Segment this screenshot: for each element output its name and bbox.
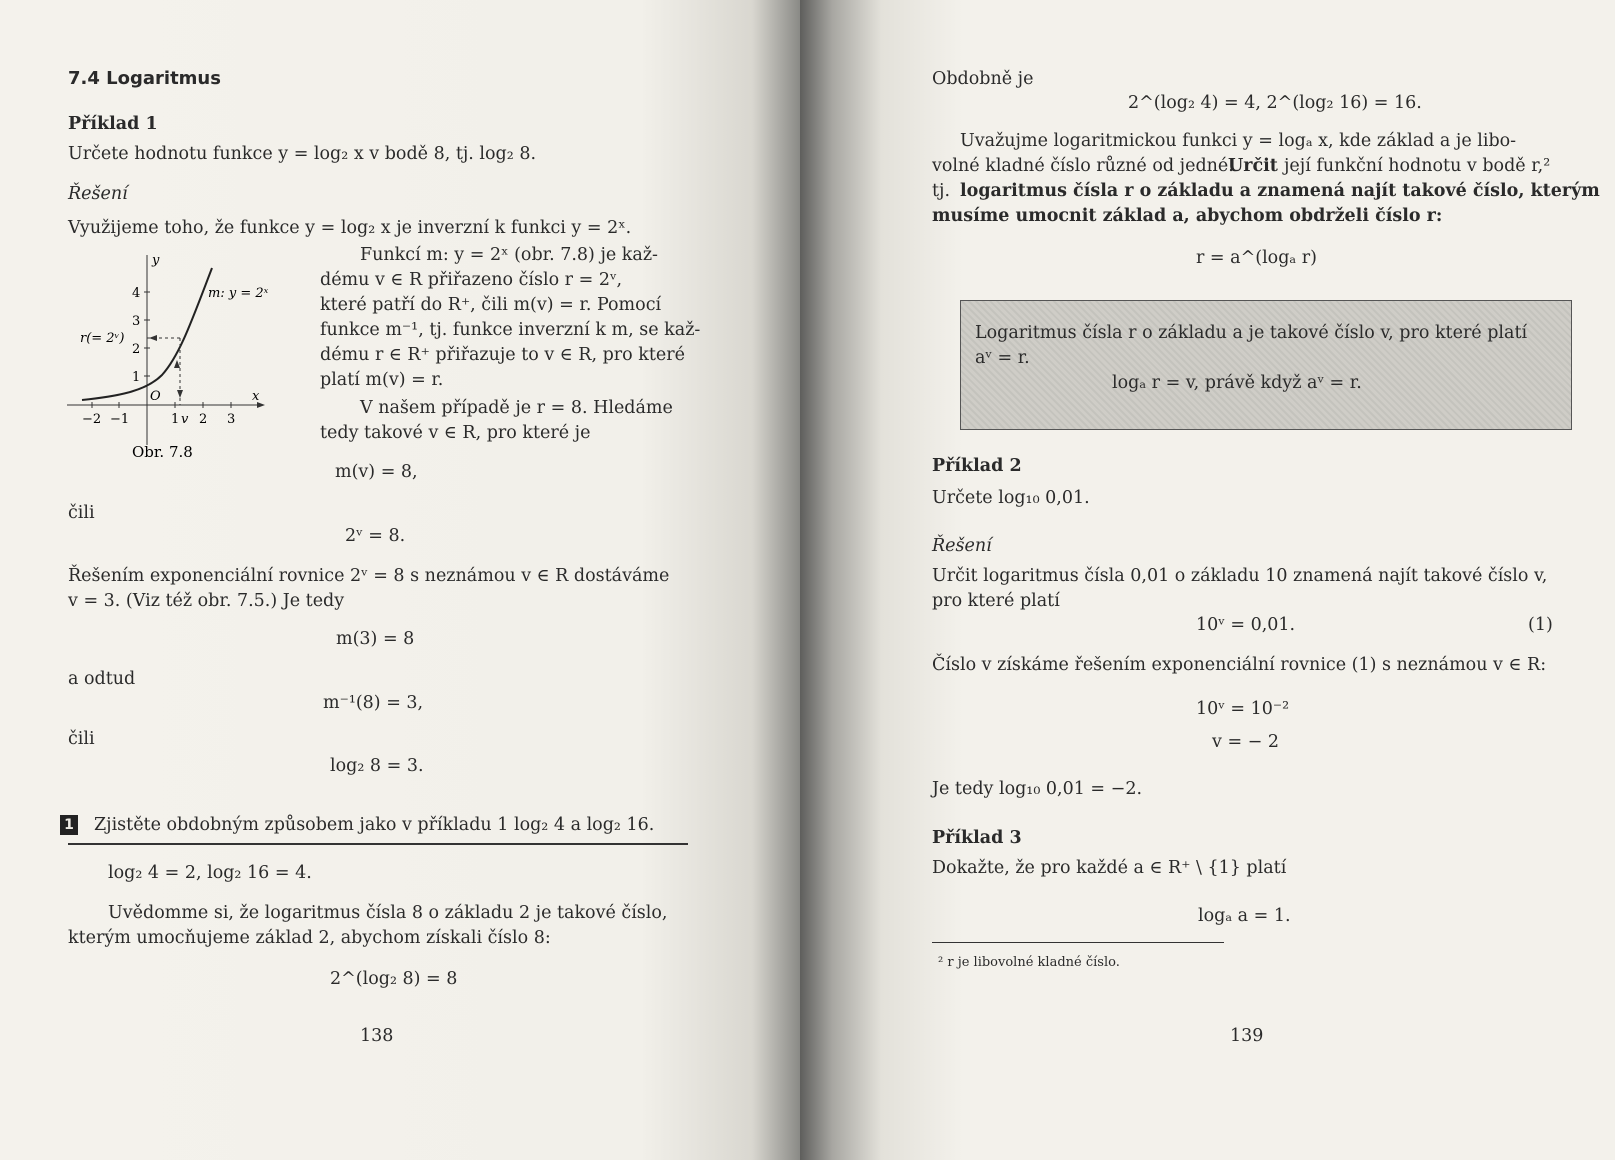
solution-label: Řešení xyxy=(68,184,128,204)
je-tedy: Je tedy log₁₀ 0,01 = −2. xyxy=(932,779,1143,799)
wrap-line-7: V našem případě je r = 8. Hledáme xyxy=(360,398,673,418)
x-tick-1: 1 xyxy=(171,412,180,427)
equation-3: v = − 2 xyxy=(1212,732,1280,752)
equation-r: r = a^(logₐ r) xyxy=(1196,248,1317,268)
example-3-title: Příklad 3 xyxy=(932,828,1022,848)
definition-line-3: logₐ r = v, právě když aᵛ = r. xyxy=(1112,373,1362,393)
x-axis-label: x xyxy=(252,389,260,404)
paragraph-solution-b: v = 3. (Viz též obr. 7.5.) Je tedy xyxy=(68,591,345,611)
figure-7-8 xyxy=(62,250,322,460)
wrap-line-2: dému v ∈ R přiřazeno číslo r = 2ᵛ, xyxy=(320,270,623,290)
a-odtud: a odtud xyxy=(68,669,136,689)
definition-line-2: aᵛ = r. xyxy=(975,348,1030,368)
paragraph-solution-a: Řešením exponenciální rovnice 2ᵛ = 8 s neznámou v ∈ R dostáváme xyxy=(68,566,670,586)
wrap-line-8: tedy takové v ∈ R, pro které je xyxy=(320,423,591,443)
equation-2-v: 2ᵛ = 8. xyxy=(345,526,406,546)
equation-m-inverse: m⁻¹(8) = 3, xyxy=(323,693,424,713)
solution-label-right: Řešení xyxy=(932,536,992,556)
y-axis-label: y xyxy=(152,253,160,268)
task-answer: log₂ 4 = 2, log₂ 16 = 4. xyxy=(108,863,312,883)
equation-ex3: logₐ a = 1. xyxy=(1198,906,1291,926)
paragraph-inverse: Využijeme toho, že funkce y = log₂ x je inverzní k funkci y = 2ˣ. xyxy=(68,218,632,238)
wrap-line-5: dému r ∈ R⁺ přiřazuje to v ∈ R, pro které xyxy=(320,345,685,365)
example-2-text: Určete log₁₀ 0,01. xyxy=(932,488,1090,508)
paragraph-ex2-c: Číslo v získáme řešením exponenciální rovnice (1) s neznámou v ∈ R: xyxy=(932,655,1547,675)
footnote: ² r je libovolné kladné číslo. xyxy=(938,955,1120,970)
cili-1: čili xyxy=(68,503,95,523)
paragraph-log-fn-rest: její funkční hodnotu v bodě r,² xyxy=(1284,156,1551,176)
section-title: 7.4 Logaritmus xyxy=(68,68,221,89)
page-number-right: 139 xyxy=(1230,1026,1264,1046)
page-number-left: 138 xyxy=(360,1026,394,1046)
paragraph-log-fn-bold-2: musíme umocnit základ a, abychom obdrželi číslo r: xyxy=(932,206,1443,226)
wrap-line-6: platí m(v) = r. xyxy=(320,370,444,390)
x-tick-3: 3 xyxy=(227,412,236,427)
equation-final: 2^(log₂ 8) = 8 xyxy=(330,969,458,989)
task-icon: 1 xyxy=(60,815,78,835)
definition-box xyxy=(960,300,1572,430)
y-tick-1: 1 xyxy=(132,370,141,385)
x-tick-neg2: −2 xyxy=(82,412,102,427)
paragraph-log-fn-bold-1: logaritmus čísla r o základu a znamená najít takové číslo, kterým xyxy=(960,181,1600,201)
wrap-line-4: funkce m⁻¹, tj. funkce inverzní k m, se kaž- xyxy=(320,320,701,340)
equation-1-number: (1) xyxy=(1528,615,1553,635)
equation-log2-8: log₂ 8 = 3. xyxy=(330,756,424,776)
example-3-text: Dokažte, že pro každé a ∈ R⁺ \ {1} platí xyxy=(932,858,1287,878)
paragraph-log-fn-2: volné kladné číslo různé od jedné. xyxy=(932,156,1234,176)
v-label: v xyxy=(181,412,189,427)
obdobne-je: Obdobně je xyxy=(932,69,1034,89)
y-tick-3: 3 xyxy=(132,314,141,329)
equation-m-3: m(3) = 8 xyxy=(336,629,415,649)
equation-top: 2^(log₂ 4) = 4, 2^(log₂ 16) = 16. xyxy=(1128,93,1422,113)
arrow-up xyxy=(174,360,180,368)
arrow-left xyxy=(149,335,157,341)
example-1-title: Příklad 1 xyxy=(68,114,158,134)
task-text: Zjistěte obdobným způsobem jako v příkladu 1 log₂ 4 a log₂ 16. xyxy=(94,815,655,835)
paragraph-log-fn-bold-inline: Určit xyxy=(1228,156,1278,176)
wrap-line-3: které patří do R⁺, čili m(v) = r. Pomocí xyxy=(320,295,662,315)
r-label: r(= 2ᵛ) xyxy=(80,331,125,346)
task-rule xyxy=(68,843,688,845)
curve-label: m: y = 2ˣ xyxy=(208,286,269,301)
paragraph-remark-a: Uvědomme si, že logaritmus čísla 8 o základu 2 je takové číslo, xyxy=(108,903,668,923)
figure-caption: Obr. 7.8 xyxy=(132,443,193,460)
y-tick-4: 4 xyxy=(132,286,141,301)
arrow-down xyxy=(177,390,183,398)
paragraph-ex2-b: pro které platí xyxy=(932,591,1060,611)
equation-m-v: m(v) = 8, xyxy=(335,462,418,482)
paragraph-remark-b: kterým umocňujeme základ 2, abychom získali číslo 8: xyxy=(68,928,551,948)
footnote-rule xyxy=(932,942,1224,943)
paragraph-ex2-a: Určit logaritmus čísla 0,01 o základu 10 znamená najít takové číslo v, xyxy=(932,566,1548,586)
paragraph-log-fn-1: Uvažujme logaritmickou funkci y = logₐ x, kde základ a je libo- xyxy=(960,131,1517,151)
example-1-text: Určete hodnotu funkce y = log₂ x v bodě 8, tj. log₂ 8. xyxy=(68,144,537,164)
wrap-line-1: Funkcí m: y = 2ˣ (obr. 7.8) je kaž- xyxy=(360,245,658,265)
paragraph-log-fn-tj: tj. xyxy=(932,181,951,201)
cili-2: čili xyxy=(68,729,95,749)
origin-label: O xyxy=(150,389,161,404)
definition-line-1: Logaritmus čísla r o základu a je takové číslo v, pro které platí xyxy=(975,323,1528,343)
equation-2: 10ᵛ = 10⁻² xyxy=(1196,699,1290,719)
x-tick-2: 2 xyxy=(199,412,208,427)
equation-1: 10ᵛ = 0,01. xyxy=(1196,615,1296,635)
x-tick-neg1: −1 xyxy=(110,412,130,427)
example-2-title: Příklad 2 xyxy=(932,456,1022,476)
y-tick-2: 2 xyxy=(132,342,141,357)
